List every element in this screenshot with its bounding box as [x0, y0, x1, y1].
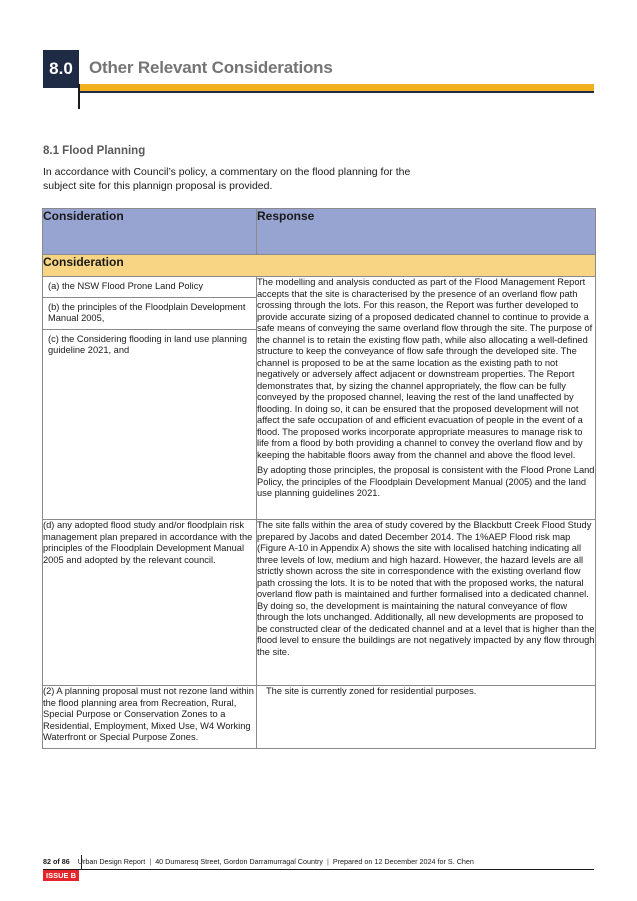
footer-rule — [43, 869, 594, 870]
response-paragraph: The modelling and analysis conducted as part of the Flood Management Report accepts that the site is characterised by the presence of an overland flow path crossing through the lots. For this reason, the Report was further developed to provide accurate sizing of a proposed dedicated channel to continue to provide a safe means of conveying the same overland flow through the site. The purpose of the channel is to retain the existing flow path, while also allocating a well-defined structure to keep the conveyance of flow safe through the developed site. The channel is proposed to be at the same location as the existing path to not negatively or adversely affect adjacent or downstream properties. The Report demonstrates that, by sizing the channel appropriately, the flow can be fully conveyed by the proposed channel, leaving the rest of the land unaffected by flooding. In doing so, it can be ensured that the proposed development will not affect the safe occupation of and efficient evacuation of people in the event of a flood. The proposed works incorporate appropriate measures to manage risk to life from a flood by both providing a channel to convey the overland flow and by keeping the habitable floors away from the channel and above the flood level. — [257, 277, 593, 460]
page-number: 82 of 86 — [43, 857, 70, 866]
header-consideration: Consideration — [43, 209, 257, 255]
consideration-cell — [43, 277, 257, 520]
header-gold-rule — [79, 84, 594, 91]
consideration-table — [42, 208, 596, 749]
table-row — [43, 520, 596, 686]
header-dark-rule — [79, 91, 594, 93]
response-cell — [257, 277, 596, 520]
subsection-intro: In accordance with Council’s policy, a commentary on the flood planning for the subject site for this plannign proposal is provided. — [43, 166, 411, 192]
header-response: Response — [257, 209, 596, 255]
table-row — [43, 686, 596, 749]
table-subheader-row — [43, 255, 596, 277]
response-cell: The site falls within the area of study covered by the Blackbutt Creek Flood Study prepared by Jacobs and dated December 2014. The 1%AEP Flood risk map (Figure A-10 in Appendix A) shows the site with localised hatching indicating all three levels of low, medium and high hazard. However, the hazard levels are all strictly shown across the site in correspondence with the existing overland flow path crossing the lots. It is to be noted that with the proposed works, the natural overland flow path is maintained and further formalised into a dedicated channel. By doing so, the development is maintaining the natural conveyance of flow through the lots unchanged. Additionally, all new developments are proposed to be constructed clear of the dedicated channel and at a level that is higher than the flood level to ensure the buildings are not negatively impacted by any flow through the site. — [257, 520, 596, 686]
footer-separator: | — [326, 857, 329, 866]
header-vertical-rule — [78, 84, 80, 109]
subsection-title: 8.1 Flood Planning — [43, 145, 146, 157]
section-title: Other Relevant Considerations — [89, 58, 333, 77]
footer-doc: Urban Design Report — [77, 857, 146, 866]
consideration-item: (b) the principles of the Floodplain Development Manual 2005, — [43, 298, 256, 330]
response-paragraph: By adopting those principles, the proposal is consistent with the Flood Prone Land Policy, the principles of the Floodplain Development Manual (2005) and the land use planning guidelines 2021. — [257, 465, 595, 498]
table-header-row — [43, 209, 596, 255]
footer-text — [43, 857, 474, 866]
consideration-cell: (d) any adopted flood study and/or floodplain risk management plan prepared in accordance with the principles of the Floodplain Development Manual 2005 and adopted by the relevant council. — [43, 520, 257, 686]
footer-separator: | — [149, 857, 152, 866]
consideration-item: (a) the NSW Flood Prone Land Policy — [43, 277, 256, 298]
response-cell: The site is currently zoned for residential purposes. — [257, 686, 596, 749]
consideration-cell: (2) A planning proposal must not rezone land within the flood planning area from Recreation, Rural, Special Purpose or Conservation Zones to a Residential, Employment, Mixed Use, W4 Working Waterfront or Special Purpose Zones. — [43, 686, 257, 749]
consideration-item: (c) the Considering flooding in land use planning guideline 2021, and — [48, 333, 247, 355]
footer-address: 40 Dumaresq Street, Gordon Darramurragal Country — [155, 857, 323, 866]
section-number-badge: 8.0 — [43, 50, 79, 88]
table-row — [43, 277, 596, 520]
footer-prepared: Prepared on 12 December 2024 for S. Chen — [332, 857, 474, 866]
subheader-consideration: Consideration — [43, 255, 596, 277]
issue-badge: ISSUE B — [43, 870, 79, 881]
